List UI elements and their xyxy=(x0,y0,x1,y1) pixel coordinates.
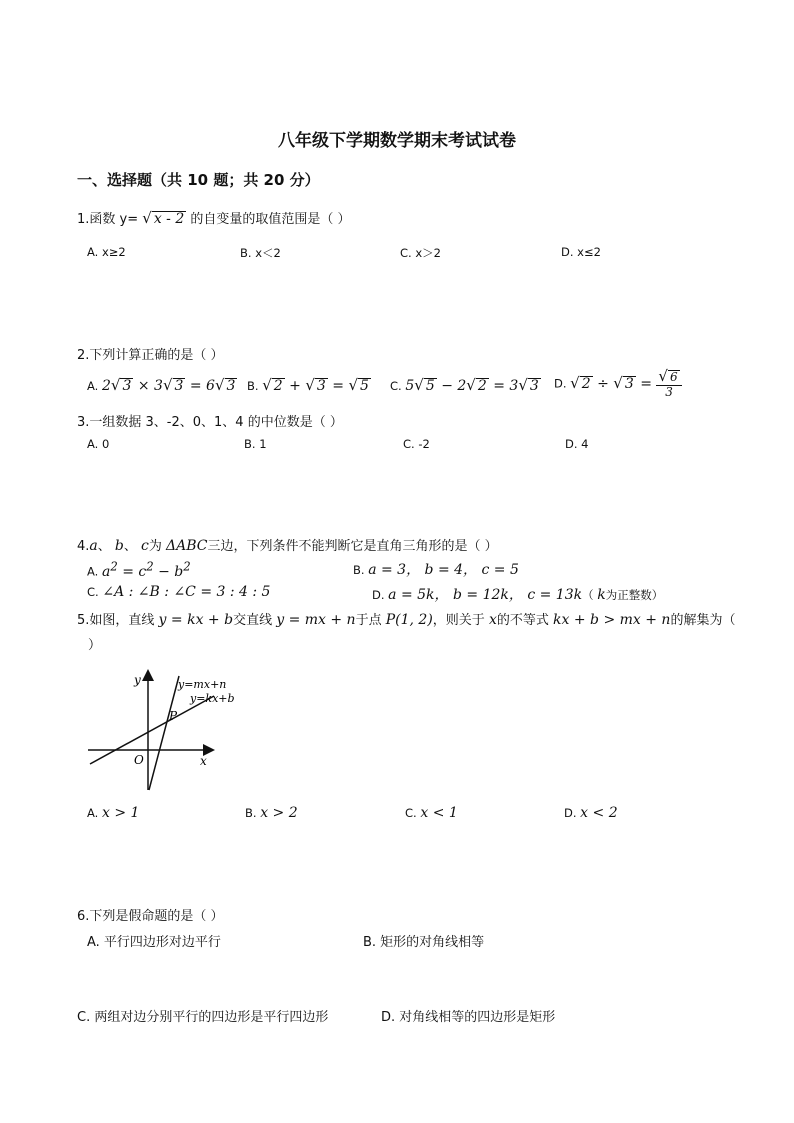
question-4-stem: 4.a、 b、 c为 ΔABC三边，下列条件不能判断它是直角三角形的是（ ） xyxy=(77,538,498,554)
q4-option-a xyxy=(87,559,191,580)
q1-option-a: A. x≥2 xyxy=(87,245,126,259)
q3-option-d: D. 4 xyxy=(565,437,589,451)
q4-d-note: 为正整数） xyxy=(605,588,664,602)
q4-sides: a xyxy=(89,538,98,554)
x-axis-label: x xyxy=(200,754,207,768)
q2-expression-b: √ 2 + √ 3 = √ 5 xyxy=(262,376,369,394)
q5-label-b: B. xyxy=(245,806,257,820)
q3-option-c: C. -2 xyxy=(403,437,430,451)
q4-expression-b: a = 3， b = 4， c = 5 xyxy=(368,562,519,578)
q1-sqrt-expression: √ x - 2 xyxy=(142,209,185,227)
q1-stem-post: 的自变量的取值范围是（ ） xyxy=(190,212,351,227)
q4-stem-text: 三边，下列条件不能判断它是直角三角形的是（ ） xyxy=(207,539,498,554)
q6-option-a: A. 平行四边形对边平行 xyxy=(87,935,221,950)
q5-option-c: C. x < 1 xyxy=(405,805,458,821)
q4-expression-c: ∠A : ∠B : ∠C = 3 : 4 : 5 xyxy=(102,584,271,600)
q5-option-d: D. x < 2 xyxy=(564,805,618,821)
line-kx-b-label: y=kx+b xyxy=(190,692,235,705)
q6-option-b: B. 矩形的对角线相等 xyxy=(363,935,485,950)
q2-label-d: D. xyxy=(554,376,567,391)
q5-stem-post: 的解集为（ xyxy=(670,613,736,628)
question-2-stem: 2.下列计算正确的是（ ） xyxy=(77,348,224,363)
q2-label-c: C. xyxy=(390,379,402,393)
q2-option-b xyxy=(247,376,371,394)
q2-expression-c: 5√ 5 − 2√ 2 = 3√ 3 xyxy=(405,376,539,394)
line-kx-b xyxy=(90,696,214,764)
line-mx-n xyxy=(149,676,179,790)
q5-option-a: A. x > 1 xyxy=(87,805,140,821)
q2-option-c xyxy=(390,376,541,394)
question-6-stem: 6.下列是假命题的是（ ） xyxy=(77,909,224,924)
q5-stem-mid1: 交直线 xyxy=(233,613,273,628)
question-5-stem: 5.如图，直线 y = kx + b交直线 y = mx + n于点 P(1, 2)，则关于 x的不等式 kx + b > mx + n的解集为（ xyxy=(77,612,736,628)
y-axis-label: y xyxy=(134,673,141,687)
q4-expression-a: $a^2 = c^2 - b^2$ xyxy=(101,559,191,580)
q5-label-a: A. xyxy=(87,806,99,820)
q5-stem-mid2: 于点 xyxy=(355,613,382,628)
q4-option-b xyxy=(353,559,519,579)
page-title: 八年级下学期数学期末考试试卷 xyxy=(278,131,516,151)
q2-option-d xyxy=(554,369,682,398)
q6-option-d: D. 对角线相等的四边形是矩形 xyxy=(381,1010,556,1025)
q6-option-c: C. 两组对边分别平行的四边形是平行四边形 xyxy=(77,1010,329,1025)
q3-option-a: A. 0 xyxy=(87,437,110,451)
q5-stem-close: ） xyxy=(88,638,102,653)
q1-radicand: x - 2 xyxy=(153,211,185,227)
question-3-stem: 3.一组数据 3、-2、0、1、4 的中位数是（ ） xyxy=(77,415,343,430)
q4-label-a: A. xyxy=(87,564,99,579)
question-1-stem xyxy=(77,208,351,227)
q4-label-c: C. xyxy=(87,585,99,599)
q2-label-b: B. xyxy=(247,379,259,393)
q5-stem-pre: 5.如图，直线 xyxy=(77,613,155,628)
q5-graph xyxy=(84,666,244,794)
q4-expression-d: a = 5k， b = 12k， c = 13k xyxy=(388,587,583,603)
q5-option-b: B. x > 2 xyxy=(245,805,298,821)
q1-option-d: D. x≤2 xyxy=(561,245,601,259)
q2-option-a xyxy=(87,376,237,394)
q4-option-c xyxy=(87,584,270,600)
q5-stem-mid3: ，则关于 xyxy=(432,613,485,628)
q4-label-b: B. xyxy=(353,563,365,577)
section-heading-choice: 一、选择题（共 10 题；共 20 分） xyxy=(77,171,320,189)
q1-option-b: B. x＜2 xyxy=(240,246,281,260)
q5-stem-mid4: 的不等式 xyxy=(496,613,549,628)
q4-label-d: D. xyxy=(372,588,385,602)
q2-expression-d: √ 2 ÷ √ 3 = $\frac{√ 6}{3}$ xyxy=(570,376,681,392)
q5-label-d: D. xyxy=(564,806,577,820)
q4-option-d: D. a = 5k， b = 12k， c = 13k（ k为正整数） xyxy=(372,587,664,603)
q4-number: 4. xyxy=(77,539,90,554)
point-p-label: P xyxy=(169,709,178,723)
q1-option-c: C. x＞2 xyxy=(400,246,441,260)
line-mx-n-label: y=mx+n xyxy=(178,678,227,691)
origin-label: O xyxy=(134,753,144,767)
q2-label-a: A. xyxy=(87,379,99,393)
q1-stem-pre: 1.函数 y= xyxy=(77,212,139,227)
q3-option-b: B. 1 xyxy=(244,437,267,451)
q2-expression-a: 2√ 3 × 3√ 3 = 6√ 3 xyxy=(101,376,236,394)
q5-label-c: C. xyxy=(405,806,417,820)
